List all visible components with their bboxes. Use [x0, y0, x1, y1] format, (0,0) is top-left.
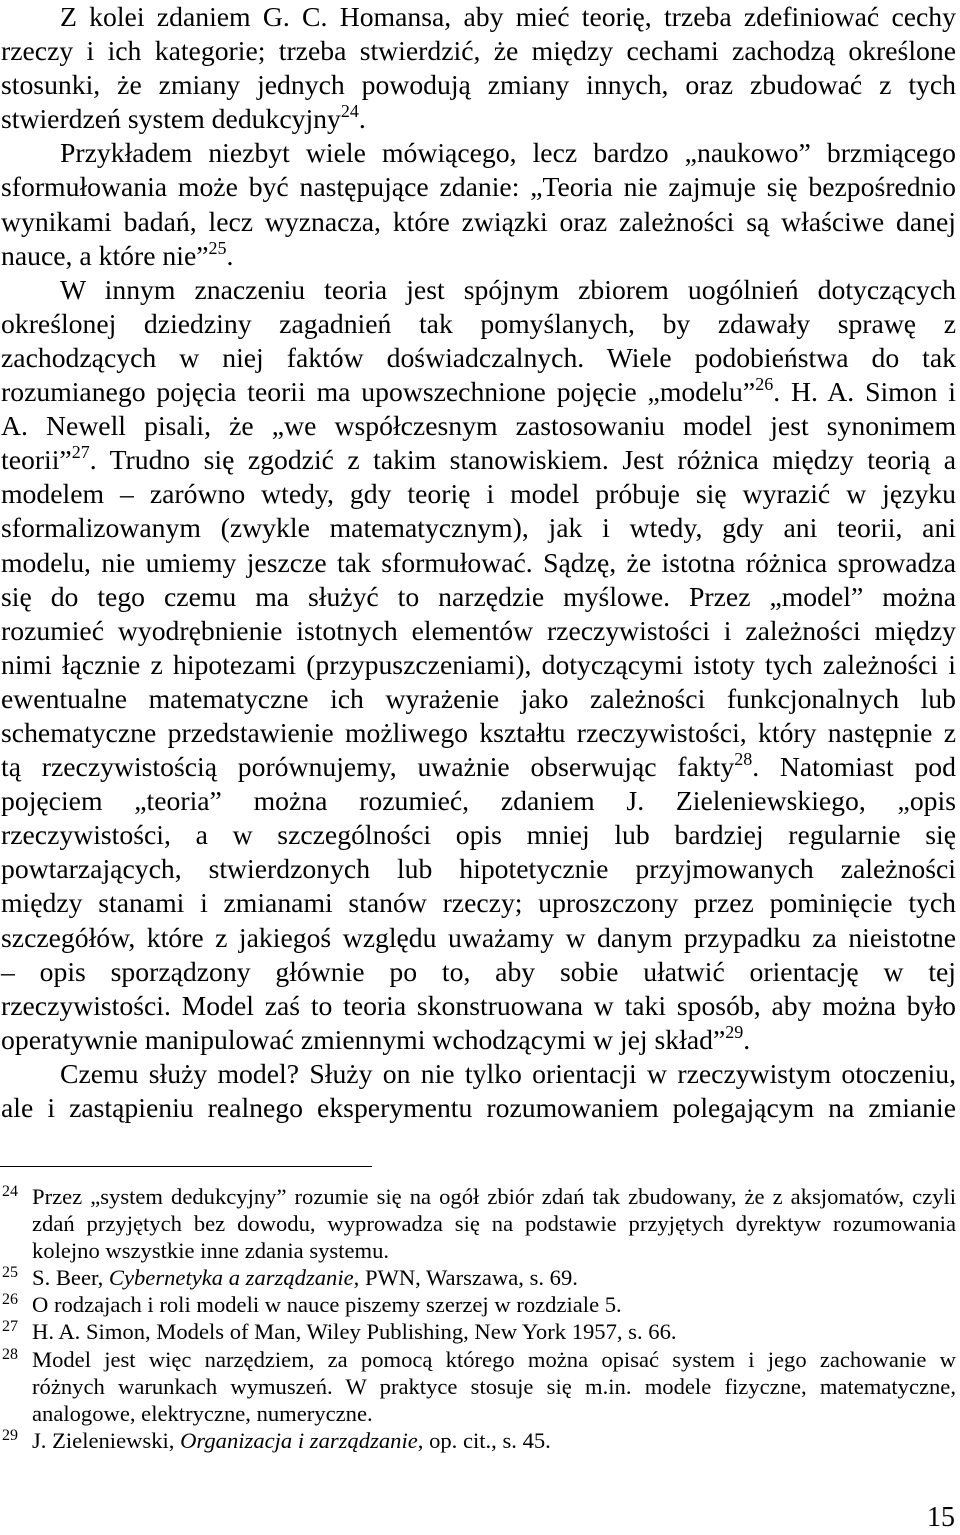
body-line: stosunki, że zmiany jednych powodują zmiany innych, oraz zbudować z tych	[1, 69, 956, 101]
body-line: W innym znaczeniu teoria jest spójnym zbiorem uogólnień dotyczących	[60, 273, 956, 305]
body-text: .	[743, 1023, 751, 1055]
footnote-line	[1, 1427, 956, 1454]
body-text: .	[358, 103, 366, 135]
footnote-text: Przez „system dedukcyjny” rozumie się na ogół zbiór zdań tak zbudowany, że z aksjomatów, czyli	[32, 1184, 956, 1209]
footnote-reference: 24	[340, 101, 359, 122]
body-text: nauce, a które nie”	[1, 239, 209, 271]
body-line: pojęciem „teoria” można rozumieć, zdaniem J. Zieleniewskiego, „opis	[1, 785, 956, 817]
body-text: tą rzeczywistością porównujemy, uważnie obserwując fakty	[1, 751, 735, 783]
body-line: rzeczywistości, a w szczególności opis mniej lub bardziej regularnie się	[1, 819, 956, 851]
footnote-reference: 28	[734, 749, 753, 770]
body-text: stwierdzeń system dedukcyjny	[1, 103, 341, 135]
body-line	[1, 239, 956, 273]
body-line: między stanami i zmianami stanów rzeczy; uproszczony przez pominięcie tych	[1, 887, 956, 919]
footnote-text: H. A. Simon, Models of Man, Wiley Publishing, New York 1957, s. 66.	[32, 1319, 677, 1345]
footnote-line: kolejno wszystkie inne zdania systemu.	[32, 1238, 390, 1264]
footnote-text: O rodzajach i roli modeli w nauce piszemy szerzej w rozdziale 5.	[32, 1292, 622, 1318]
body-line: sformułowania może być następujące zdanie: „Teoria nie zajmuje się bezpośrednio	[1, 171, 956, 203]
body-line: rozumieć wyodrębnienie istotnych elementów rzeczywistości i zależności między	[1, 614, 956, 646]
footnote-line: zdań przyjętych bez dowodu, wyprowadza się na podstawie przyjętych dyrektyw rozumowania	[32, 1211, 956, 1237]
body-line	[1, 750, 956, 784]
body-line: zachodzących w niej faktów doświadczalnych. Wiele podobieństwa do tak	[1, 341, 956, 373]
body-line: schematyczne przedstawienie możliwego kształtu rzeczywistości, który następnie z	[1, 716, 956, 748]
book-title: Organizacja i zarządzanie	[180, 1427, 418, 1453]
body-line: Czemu służy model? Służy on nie tylko orientacji w rzeczywistym otoczeniu,	[60, 1057, 956, 1089]
body-text: operatywnie manipulować zmiennymi wchodzącymi w jej skład”	[1, 1023, 726, 1055]
footnote-number: 27	[2, 1318, 18, 1336]
footnote-text: S. Beer,	[32, 1265, 109, 1291]
body-line	[1, 443, 956, 477]
body-line: Z kolei zdaniem G. C. Homansa, aby mieć teorię, trzeba zdefiniować cechy	[60, 1, 956, 32]
body-line: sformalizowanym (zwykle matematycznym), jak i wtedy, gdy ani teorii, ani	[1, 512, 956, 544]
body-line: szczegółów, które z jakiegoś względu uważamy w danym przypadku za nieistotne	[1, 921, 956, 953]
footnote-reference: 25	[208, 237, 227, 258]
body-text: .	[226, 239, 234, 271]
footnote-reference: 29	[725, 1021, 744, 1042]
body-line: ale i zastąpieniu realnego eksperymentu rozumowaniem polegającym na zmianie	[1, 1092, 956, 1123]
footnote-text: , PWN, Warszawa, s. 69.	[353, 1265, 578, 1291]
body-line: wynikami badań, lecz wyznacza, które związki oraz zależności są właściwe danej	[1, 205, 956, 237]
body-line: modelem – zarówno wtedy, gdy teorię i model próbuje się wyrazić w języku	[1, 478, 956, 510]
body-line: powtarzających, stwierdzonych lub hipotetycznie przyjmowanych zależności	[1, 853, 956, 885]
body-line	[1, 1023, 956, 1057]
body-line: określonej dziedziny zagadnień tak pomyślanych, by zdawały sprawę z	[1, 307, 956, 339]
body-line: Przykładem niezbyt wiele mówiącego, lecz bardzo „naukowo” brzmiącego	[60, 137, 956, 169]
footnote-line	[1, 1291, 956, 1318]
footnote-line	[1, 1183, 956, 1210]
footnote-line	[1, 1264, 956, 1291]
footnote-text: Model jest więc narzędziem, za pomocą którego można opisać system i jego zachowanie w	[32, 1346, 956, 1372]
footnotes	[1, 1183, 956, 1454]
body-text: . H. A. Simon i	[773, 376, 956, 408]
body-text: rozumianego pojęcia teorii ma upowszechnione pojęcie „modelu”	[1, 376, 756, 408]
main-text	[1, 0, 956, 1125]
page-number: 15	[927, 1502, 955, 1533]
footnote-number: 24	[2, 1183, 18, 1200]
footnote-line: analogowe, elektryczne, numeryczne.	[32, 1400, 373, 1426]
body-text: teorii”	[1, 444, 72, 476]
body-text: . Natomiast pod	[752, 751, 956, 783]
footnote-number: 28	[2, 1345, 18, 1363]
book-title: Cybernetyka a zarządzanie	[108, 1265, 354, 1291]
footnote-separator	[0, 1166, 372, 1167]
footnote-reference: 27	[71, 442, 90, 463]
body-line: rzeczywistości. Model zaś to teoria skonstruowana w taki sposób, aby można było	[1, 989, 956, 1021]
body-line: A. Newell pisali, że „we współczesnym zastosowaniu model jest synonimem	[1, 410, 956, 442]
footnote-text: , op. cit., s. 45.	[417, 1427, 551, 1453]
body-line	[1, 375, 956, 409]
footnote-reference: 26	[755, 374, 774, 395]
body-line: się do tego czemu ma służyć to narzędzie myślowe. Przez „model” można	[1, 580, 956, 612]
body-line: rzeczy i ich kategorie; trzeba stwierdzić, że między cechami zachodzą określone	[1, 35, 956, 67]
body-line: modelu, nie umiemy jeszcze tak sformułować. Sądzę, że istotna różnica sprowadza	[1, 546, 956, 578]
body-line: nimi łącznie z hipotezami (przypuszczeniami), dotyczącymi istoty tych zależności i	[1, 648, 956, 680]
footnote-number: 29	[2, 1426, 18, 1444]
body-text: . Trudno się zgodzić z takim stanowiskiem. Jest różnica między teorią a	[89, 444, 956, 476]
body-line: ewentualne matematyczne ich wyrażenie jako zależności funkcjonalnych lub	[1, 682, 956, 714]
footnote-line	[1, 1346, 956, 1373]
footnote-line	[1, 1318, 956, 1345]
footnote-number: 25	[2, 1264, 18, 1282]
body-line	[1, 102, 956, 136]
footnote-number: 26	[2, 1291, 18, 1309]
footnote-line: różnych warunkach wymuszeń. W praktyce stosuje się m.in. modele fizyczne, matematyczne,	[32, 1373, 956, 1399]
body-line: – opis sporządzony głównie po to, aby sobie ułatwić orientację w tej	[1, 955, 956, 987]
footnote-text: J. Zieleniewski,	[32, 1427, 181, 1453]
